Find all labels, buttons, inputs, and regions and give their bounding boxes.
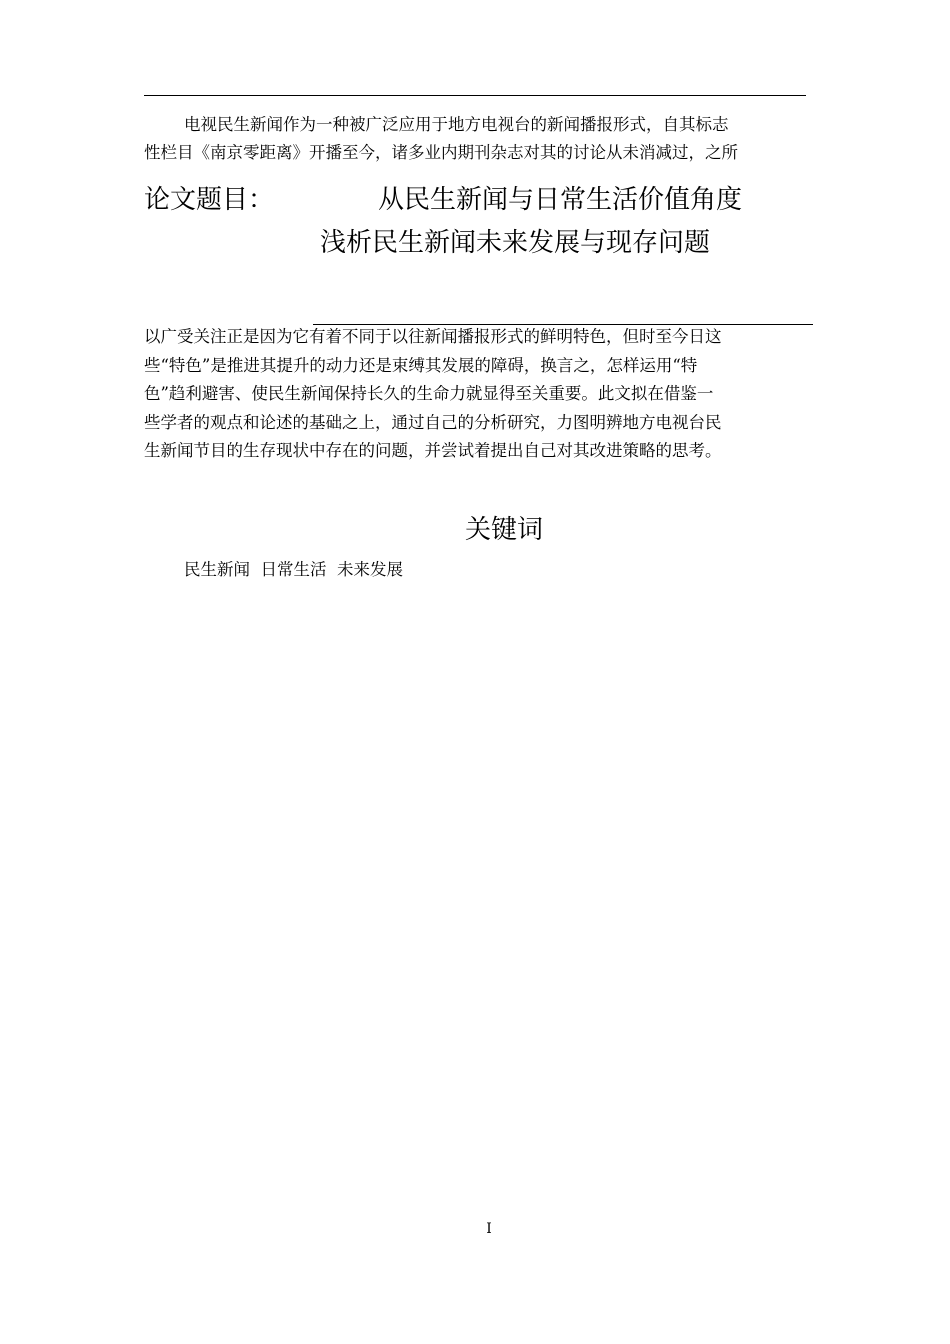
header-rule (144, 95, 806, 96)
keywords-heading: 关键词 (464, 515, 543, 545)
title-line-2: 浅析民生新闻未来发展与现存问题 (320, 228, 711, 258)
abstract-line: 电视民生新闻作为一种被广泛应用于地方电视台的新闻播报形式，自其标志 (184, 115, 729, 134)
abstract-line: 些学者的观点和论述的基础之上，通过自己的分析研究，力图明辨地方电视台民 (144, 413, 722, 432)
abstract-line: 些“特色”是推进其提升的动力还是束缚其发展的障碍，换言之，怎样运用“特 (144, 356, 698, 375)
keywords-list: 民生新闻 日常生活 未来发展 (184, 560, 403, 579)
title-underline (313, 324, 813, 325)
title-line-1: 从民生新闻与日常生活价值角度 (378, 185, 743, 215)
abstract-line: 生新闻节目的生存现状中存在的问题，并尝试着提出自己对其改进策略的思考。 (144, 441, 722, 460)
abstract-line: 以广受关注正是因为它有着不同于以往新闻播报形式的鲜明特色，但时至今日这 (144, 327, 722, 346)
abstract-line: 性栏目《南京零距离》开播至今，诸多业内期刊杂志对其的讨论从未消减过，之所 (144, 143, 738, 162)
abstract-line: 色”趋利避害、使民生新闻保持长久的生命力就显得至关重要。此文拟在借鉴一 (144, 384, 714, 403)
page-number: I (486, 1221, 492, 1237)
title-label: 论文题目： (144, 185, 275, 215)
